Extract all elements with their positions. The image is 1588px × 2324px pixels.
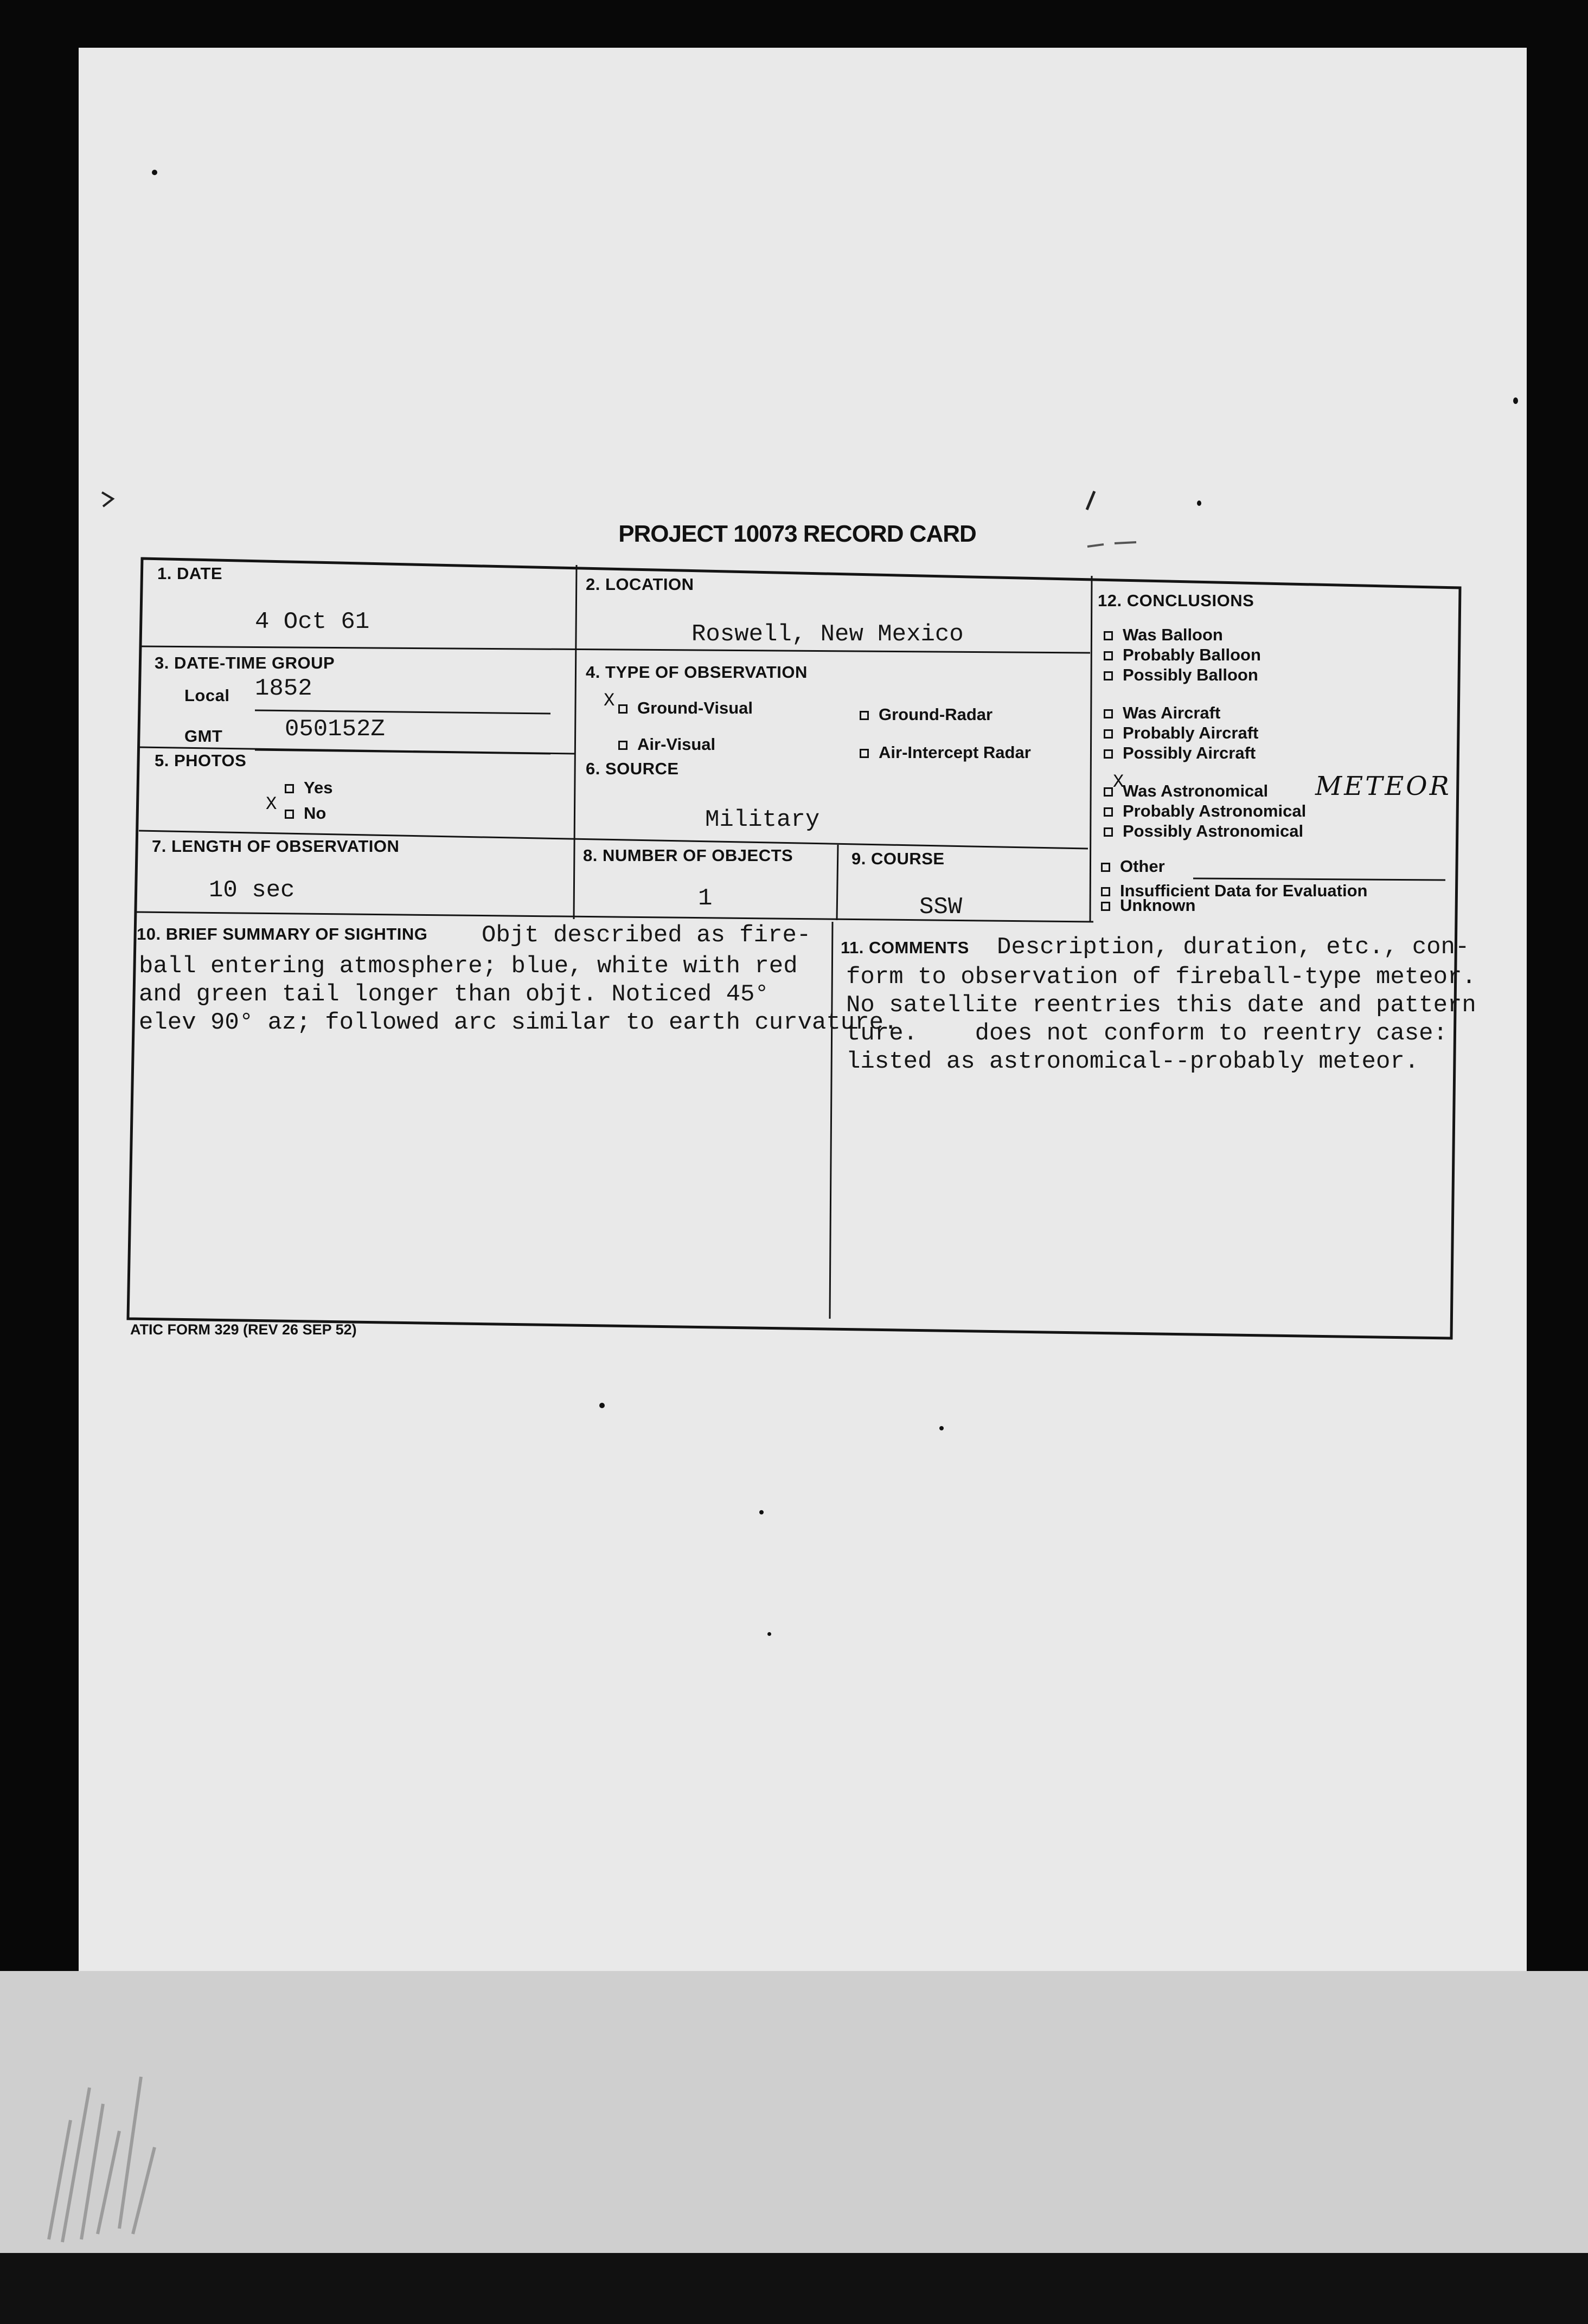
option-photos-yes-label: Yes: [304, 778, 333, 797]
source-label: 6. SOURCE: [586, 759, 679, 778]
option-photos-no: [285, 804, 326, 823]
speck: [1513, 397, 1518, 404]
checkbox-icon: [1104, 671, 1113, 680]
comments-text: form to observation of fireball-type meteor. No satellite reentries this date and pattern ture. does not conform to reentry case: listed as astronomical--probably meteor.: [846, 964, 1476, 1075]
checkbox-icon: [285, 810, 294, 819]
conclusion-label: Possibly Astronomical: [1123, 821, 1304, 840]
option-photos-yes: [285, 778, 332, 798]
speck: [152, 170, 157, 175]
summary-first-line: Objt described as fire-: [482, 922, 811, 949]
conclusion-label: Probably Aircraft: [1123, 723, 1259, 742]
checkbox-icon: [1104, 651, 1113, 660]
checkbox-icon: [285, 784, 294, 793]
conclusion-was-aircraft: [1104, 703, 1220, 723]
conclusion-possibly-balloon: [1104, 665, 1258, 685]
conclusion-label: Unknown: [1120, 896, 1196, 915]
conclusion-other: [1101, 857, 1165, 876]
checkbox-icon: [1104, 749, 1113, 759]
card-title: PROJECT 10073 RECORD CARD: [618, 521, 976, 547]
option-ground-visual-label: Ground-Visual: [637, 698, 753, 717]
checkbox-icon: [1101, 902, 1110, 911]
comments-label: 11. COMMENTS: [841, 938, 969, 957]
checkbox-icon: [1104, 631, 1113, 640]
conclusion-was-astronomical: [1104, 781, 1268, 801]
objects-label: 8. NUMBER OF OBJECTS: [583, 846, 793, 865]
speck: [767, 1632, 771, 1636]
conclusion-label: Possibly Balloon: [1123, 665, 1258, 684]
conclusion-probably-aircraft: [1104, 723, 1258, 743]
conclusion-label: Was Balloon: [1123, 625, 1223, 644]
length-value: 10 sec: [209, 877, 295, 904]
option-ground-visual: [618, 698, 753, 718]
conclusion-label: Was Astronomical: [1123, 781, 1269, 800]
conclusion-label: Probably Astronomical: [1123, 801, 1307, 820]
checkbox-icon: [1104, 729, 1113, 739]
speck: [759, 1510, 764, 1514]
date-label: 1. DATE: [157, 564, 223, 583]
option-ground-radar-label: Ground-Radar: [879, 705, 993, 724]
speck: [939, 1426, 944, 1430]
checkbox-icon: [1104, 709, 1113, 718]
option-air-visual-label: Air-Visual: [637, 735, 716, 754]
length-label: 7. LENGTH OF OBSERVATION: [152, 837, 400, 856]
location-label: 2. LOCATION: [586, 575, 694, 594]
option-air-visual: [618, 735, 715, 754]
checkbox-icon: [618, 704, 627, 714]
form-number: ATIC FORM 329 (REV 26 SEP 52): [130, 1321, 357, 1338]
conclusion-possibly-astronomical: [1104, 821, 1303, 841]
dtg-local-value: 1852: [255, 675, 312, 702]
summary-text: ball entering atmosphere; blue, white with red and green tail longer than objt. Noticed 45° elev 90° az; followed arc similar to earth curvature.: [139, 953, 898, 1036]
conclusion-probably-balloon: [1104, 645, 1261, 665]
conclusion-label: Possibly Aircraft: [1123, 743, 1256, 762]
checkbox-icon: [1104, 787, 1113, 797]
speck: [599, 1403, 605, 1408]
checkbox-icon: [1104, 827, 1113, 837]
checkbox-icon: [860, 749, 869, 758]
conclusion-label: Was Aircraft: [1123, 703, 1221, 722]
option-air-intercept-radar: [860, 743, 1031, 762]
ground-visual-check-mark: X: [604, 691, 615, 711]
course-value: SSW: [919, 894, 963, 921]
was-astronomical-check-mark: X: [1113, 772, 1124, 793]
conclusion-label: Insufficient Data for Evaluation: [1120, 881, 1368, 900]
dtg-gmt-label: GMT: [184, 727, 223, 746]
conclusion-label: Other: [1120, 857, 1165, 876]
handwritten-meteor: METEOR: [1315, 771, 1451, 801]
option-photos-no-label: No: [304, 804, 326, 823]
conclusion-label: Probably Balloon: [1123, 645, 1261, 664]
photos-label: 5. PHOTOS: [155, 751, 247, 770]
speck: [1197, 500, 1201, 506]
checkbox-icon: [860, 711, 869, 720]
checkbox-icon: [618, 741, 627, 750]
conclusion-probably-astronomical: [1104, 801, 1306, 821]
type-label: 4. TYPE OF OBSERVATION: [586, 663, 808, 682]
photos-no-check-mark: X: [266, 794, 277, 815]
dtg-local-label: Local: [184, 686, 230, 705]
stray-mark: [98, 488, 119, 510]
objects-value: 1: [698, 885, 713, 912]
option-ground-radar: [860, 705, 992, 724]
course-label: 9. COURSE: [851, 849, 945, 868]
checkbox-icon: [1104, 807, 1113, 817]
source-value: Military: [705, 806, 820, 833]
option-air-intercept-radar-label: Air-Intercept Radar: [879, 743, 1031, 762]
checkbox-icon: [1101, 863, 1110, 872]
conclusion-was-balloon: [1104, 625, 1223, 645]
checkbox-icon: [1101, 887, 1110, 896]
conclusion-possibly-aircraft: [1104, 743, 1256, 763]
conclusions-label: 12. CONCLUSIONS: [1098, 591, 1254, 610]
conclusion-unknown: [1101, 896, 1196, 915]
stray-mark: [1079, 488, 1101, 515]
location-value: Roswell, New Mexico: [691, 621, 964, 648]
date-value: 4 Oct 61: [255, 608, 370, 635]
comments-first-line: Description, duration, etc., con-: [997, 934, 1470, 961]
dtg-gmt-value: 050152Z: [285, 716, 385, 743]
stray-mark: [1082, 537, 1147, 553]
dtg-label: 3. DATE-TIME GROUP: [155, 653, 335, 672]
summary-label: 10. BRIEF SUMMARY OF SIGHTING: [137, 925, 428, 943]
